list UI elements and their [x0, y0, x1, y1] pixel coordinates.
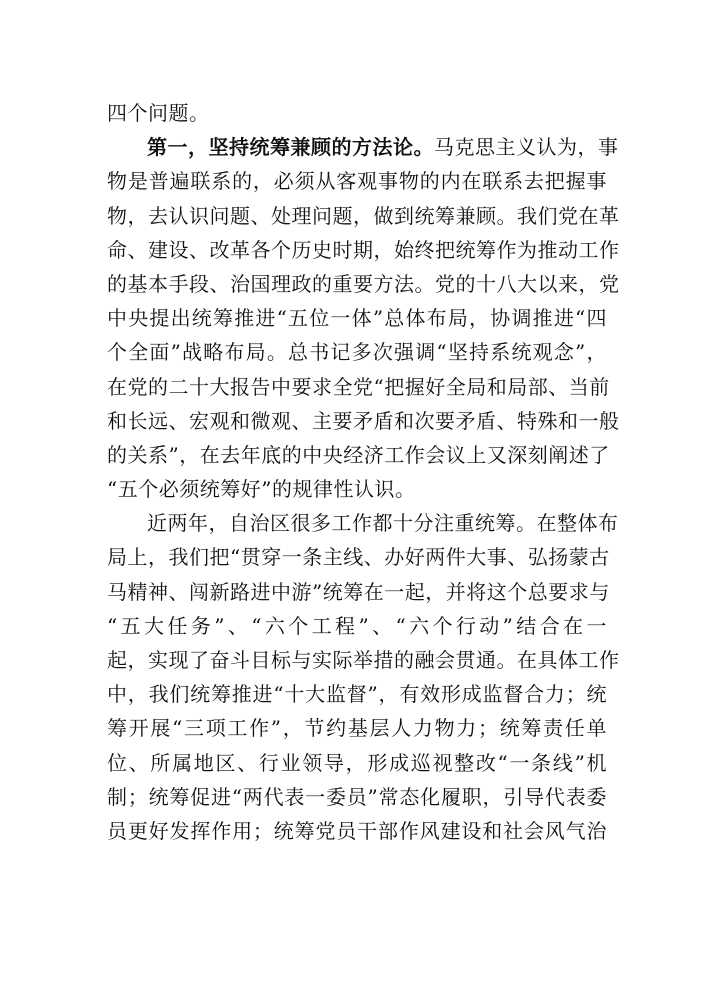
text-line: 个全面”战略布局。总书记多次强调“坚持系统观念”， [107, 340, 607, 365]
text-line: 制；统筹促进“两代表一委员”常态化履职，引导代表委 [107, 784, 607, 809]
text-line: 四个问题。 [107, 101, 210, 125]
text-line: 中央提出统筹推进“五位一体”总体布局，协调推进“四 [107, 306, 607, 331]
paragraph-intro [107, 96, 607, 130]
text-line: 和长远、宏观和微观、主要矛盾和次要矛盾、特殊和一般 [107, 408, 620, 433]
text-line: 马精神、闯新路进中游”统筹在一起，并将这个总要求与 [107, 579, 610, 604]
text-line: 物是普遍联系的，必须从客观事物的内在联系去把握事 [107, 169, 607, 194]
text-line: 的关系”，在去年底的中央经济工作会议上又深刻阐述了 [107, 442, 610, 467]
text-line: 的基本手段、治国理政的重要方法。党的十八大以来，党 [107, 271, 620, 296]
text-line: 命、建设、改革各个历史时期，始终把统筹作为推动工作 [107, 237, 620, 262]
text-run: 马克思主义认为，事 [434, 135, 619, 160]
text-line: 起，实现了奋斗目标与实际举措的融会贯通。在具体工作 [107, 648, 620, 672]
paragraph-methodology [107, 130, 620, 506]
text-line: 中，我们统筹推进“十大监督”，有效形成监督合力；统 [107, 682, 607, 707]
document-page [107, 96, 620, 848]
text-line: “五大任务”、“六个工程”、“六个行动”结合在一 [107, 613, 607, 638]
text-line: 近两年，自治区很多工作都十分注重统筹。在整体布 [147, 511, 619, 536]
section-heading: 第一，坚持统筹兼顾的方法论。 [147, 135, 434, 160]
text-line: 物，去认识问题、处理问题，做到统筹兼顾。我们党在革 [107, 203, 620, 228]
text-line [107, 130, 619, 164]
text-line: 位、所属地区、行业领导，形成巡视整改“一条线”机 [107, 750, 607, 775]
text-line: 在党的二十大报告中要求全党“把握好全局和局部、当前 [107, 374, 610, 399]
paragraph-region-practice [107, 506, 620, 848]
text-line: 员更好发挥作用；统筹党员干部作风建设和社会风气治 [107, 818, 607, 843]
text-line: 筹开展“三项工作”，节约基层人力物力；统筹责任单 [107, 716, 607, 741]
text-line: “五个必须统筹好”的规律性认识。 [107, 477, 416, 502]
text-line: 局上，我们把“贯穿一条主线、办好两件大事、弘扬蒙古 [107, 545, 610, 570]
